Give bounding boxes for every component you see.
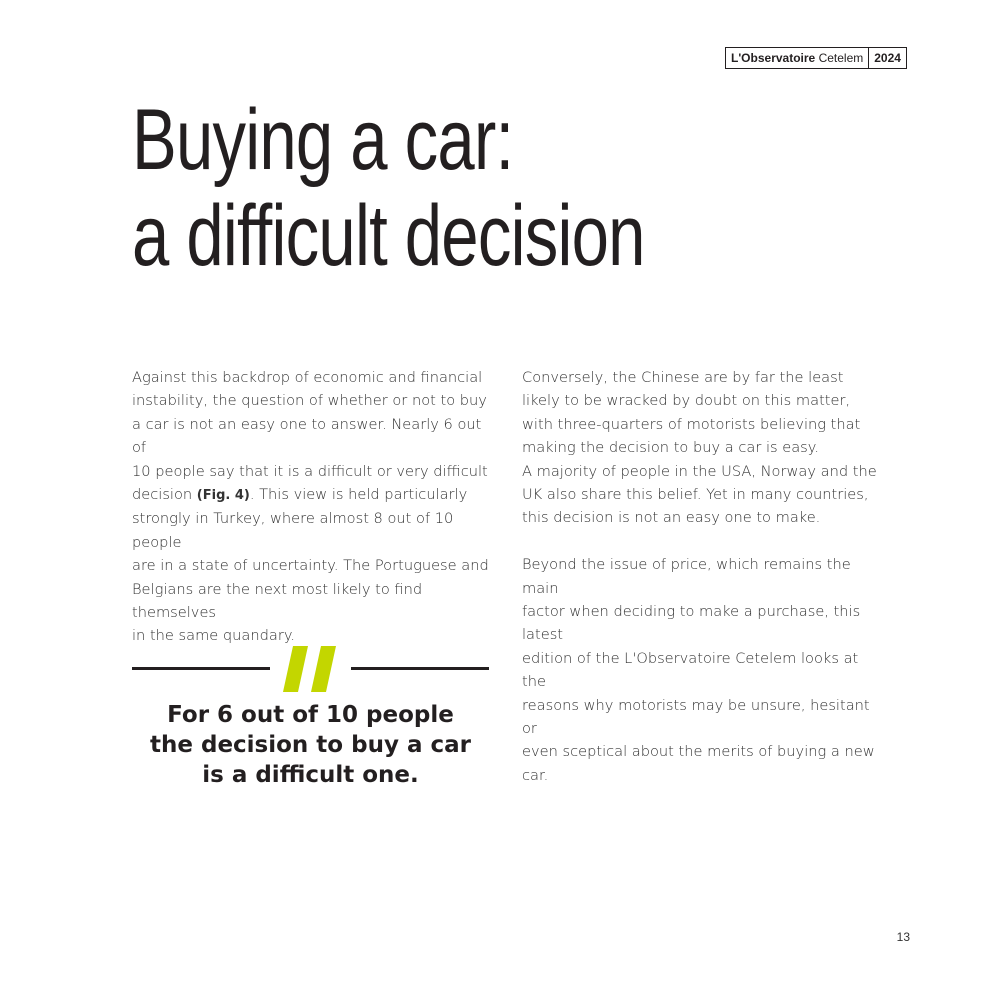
brand-name: [726, 48, 869, 68]
text-line: strongly in Turkey, where almost 8 out of 10 people: [132, 510, 454, 551]
pullquote-rule-left: [132, 667, 270, 670]
text-line: Conversely, the Chinese are by far the least: [522, 369, 844, 386]
pullquote-line: the decision to buy a car: [150, 732, 471, 758]
text-line: in the same quandary.: [132, 627, 296, 645]
text-fragment: . This view is held particularly: [249, 486, 468, 504]
publication-badge: [725, 47, 907, 69]
title-line-1: Buying a car:: [132, 92, 514, 188]
text-line: even sceptical about the merits of buying a new car.: [522, 743, 875, 784]
text-line: instability, the question of whether or not to buy: [132, 392, 487, 410]
page-number: 13: [896, 930, 910, 944]
body-column-left: [132, 366, 492, 648]
brand-regular: Cetelem: [818, 51, 864, 65]
brand-bold: L'Observatoire: [731, 51, 816, 65]
text-line: likely to be wracked by doubt on this matter,: [522, 392, 851, 410]
text-line: reasons why motorists may be unsure, hesitant or: [522, 696, 870, 738]
text-line: Beyond the issue of price, which remains the main: [522, 556, 851, 597]
text-fragment: decision: [132, 486, 197, 504]
text-line: 10 people say that it is a difficult or very difficult: [132, 462, 488, 480]
text-line: factor when deciding to make a purchase, this latest: [522, 603, 861, 644]
text-line: edition of the L'Observatoire Cetelem looks at the: [522, 649, 859, 691]
pullquote-rule-right: [351, 667, 489, 670]
text-line: are in a state of uncertainty. The Portuguese and: [132, 557, 489, 575]
pullquote-text: [132, 700, 489, 790]
pullquote-line: is a difficult one.: [202, 762, 419, 788]
text-line: with three-quarters of motorists believing that: [522, 415, 861, 433]
text-line: making the decision to buy a car is easy.: [522, 439, 819, 457]
quote-mark-icon: [281, 646, 339, 692]
title-line-2: a difficult decision: [132, 188, 645, 284]
body-column-right: [522, 366, 882, 787]
text-line: [132, 483, 492, 507]
text-line: UK also share this belief. Yet in many countries,: [522, 486, 869, 504]
text-line: a car is not an easy one to answer. Nearly 6 out of: [132, 415, 482, 457]
text-line: Belgians are the next most likely to find themselves: [132, 580, 423, 622]
text-line: Against this backdrop of economic and financial: [132, 369, 483, 386]
pullquote-line: For 6 out of 10 people: [167, 702, 454, 728]
page-title: [132, 92, 645, 284]
figure-reference: (Fig. 4): [196, 488, 250, 504]
text-line: A majority of people in the USA, Norway and the: [522, 462, 877, 480]
paragraph-gap: [522, 530, 882, 553]
text-line: this decision is not an easy one to make.: [522, 509, 821, 527]
publication-year: 2024: [874, 51, 901, 65]
